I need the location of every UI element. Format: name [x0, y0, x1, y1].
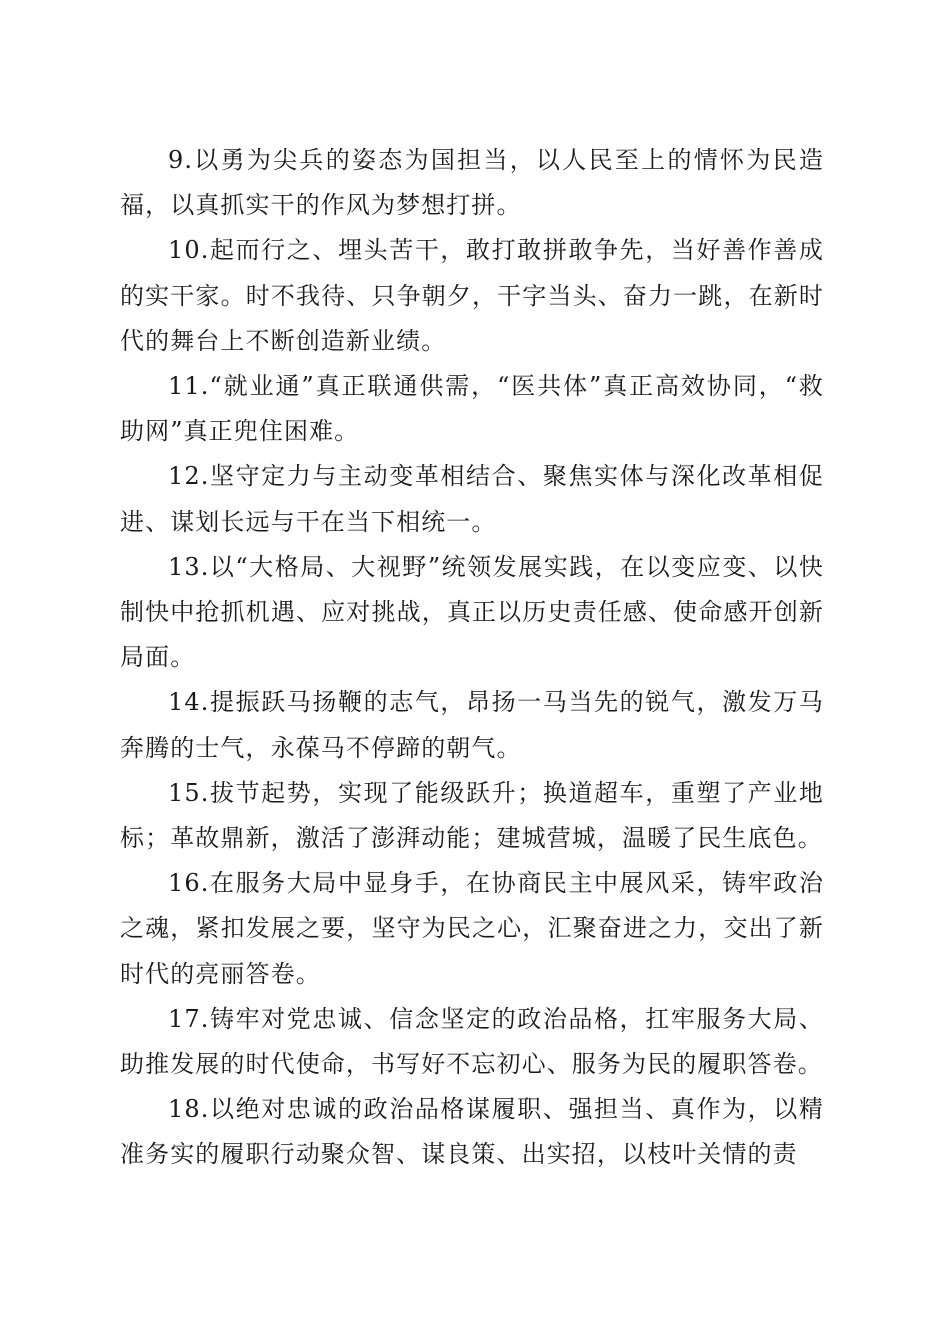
- paragraph-14: 14.提振跃马扬鞭的志气，昂扬一马当先的锐气，激发万马奔腾的士气，永葆马不停蹄的朝气。: [120, 688, 824, 762]
- paragraph-13: 13.以“大格局、大视野”统领发展实践，在以变应变、以快制快中抢抓机遇、应对挑战，真正以历史责任感、使命感开创新局面。: [120, 552, 824, 672]
- paragraph-15: 15.拔节起势，实现了能级跃升；换道超车，重塑了产业地标；革故鼎新，激活了澎湃动能；建城营城，温暖了民生底色。: [120, 778, 824, 853]
- paragraph-18: 18.以绝对忠诚的政治品格谋履职、强担当、真作为，以精准务实的履职行动聚众智、谋良策、出实招，以枝叶关情的责: [120, 1095, 824, 1169]
- paragraph-10: 10.起而行之、埋头苦干，敢打敢拼敢争先，当好善作善成的实干家。时不我待、只争朝夕，干字当头、奋力一跳，在新时代的舞台上不断创造新业绩。: [120, 236, 824, 355]
- document-page: [120, 138, 824, 1178]
- paragraph-11: 11.“就业通”真正联通供需，“医共体”真正高效协同，“救助网”真正兜住困难。: [120, 372, 824, 446]
- paragraph-16: 16.在服务大局中显身手，在协商民主中展风采，铸牢政治之魂，紧扣发展之要，坚守为民之心，汇聚奋进之力，交出了新时代的亮丽答卷。: [120, 869, 824, 988]
- paragraph-9: 9.以勇为尖兵的姿态为国担当，以人民至上的情怀为民造福，以真抓实干的作风为梦想打拼。: [120, 146, 824, 220]
- paragraph-12: 12.坚守定力与主动变革相结合、聚焦实体与深化改革相促进、谋划长远与干在当下相统一。: [120, 462, 824, 536]
- paragraph-17: 17.铸牢对党忠诚、信念坚定的政治品格，扛牢服务大局、助推发展的时代使命，书写好不忘初心、服务为民的履职答卷。: [120, 1004, 824, 1079]
